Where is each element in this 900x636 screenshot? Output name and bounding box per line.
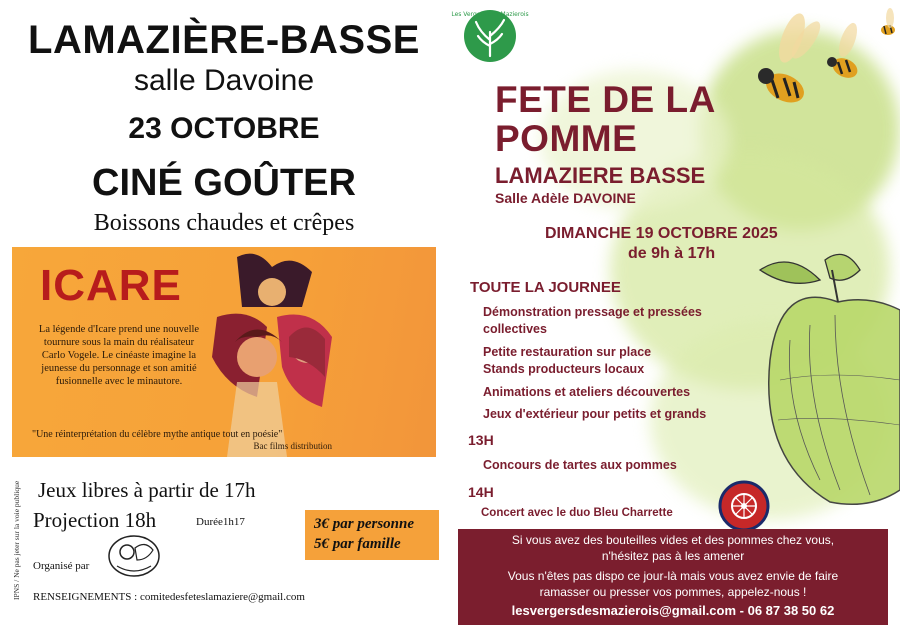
film-credit: Bac films distribution [253,441,332,451]
games-line: Jeux libres à partir de 17h [38,478,256,502]
association-logo-label: Les Vergers des Mazierois [451,11,529,18]
price-box [305,510,439,560]
fete-hours: de 9h à 17h [628,245,716,262]
all-day-heading: TOUTE LA JOURNEE [470,279,621,296]
event-date: 23 OCTOBRE [128,112,320,145]
fete-hall: Salle Adèle DAVOINE [495,190,636,206]
panel-line: Vous n'êtes pas dispo ce jour-là mais vous avez envie de faire [507,569,839,583]
price-per-family: 5€ par famille [314,536,401,552]
panel-line: Si vous avez des bouteilles vides et des pommes chez vous, [511,533,835,547]
fete-date: DIMANCHE 19 OCTOBRE 2025 [545,225,778,242]
ipns-text: IPNS / Ne pas jeter sur la voie publique [12,480,21,600]
film-quote: "Une réinterprétation du célèbre mythe antique tout en poésie" [32,429,283,440]
panel-line: ramasser ou presser vos pommes, appelez-nous ! [539,585,807,599]
activity-item: Jeux d'extérieur pour petits et grands [483,407,707,421]
organised-by-label: Organisé par [33,560,90,572]
activity-item: collectives [483,322,547,336]
event-title: CINÉ GOÛTER [92,162,356,204]
fete-town: LAMAZIERE BASSE [495,163,706,188]
activity-item: Démonstration pressage et pressées [483,305,702,319]
bees-illustration-icon [740,0,900,120]
time-13h: 13H [468,432,494,448]
panel-line: n'hésitez pas à les amener [601,549,745,563]
town-heading: LAMAZIÈRE-BASSE [28,18,420,62]
association-logo-icon [451,6,529,74]
tart-contest: Concours de tartes aux pommes [483,458,677,472]
film-banner [12,247,436,457]
activity-item: Animations et ateliers découvertes [483,385,691,399]
venue-subheading: salle Davoine [133,64,315,97]
bleu-charrette-logo-icon [718,480,770,532]
film-poster-illustration-icon [197,247,347,457]
ipns-notice [10,470,22,600]
film-description: La légende d'Icare prend une nouvelle tournure sous la main du réalisateur Carlo Vogele. Le cinéaste imagine la jeunesse du personnage et son amitié fusionnelle avec le minautore. [38,324,200,387]
activity-item: Petite restauration sur place [483,345,652,359]
film-title: ICARE [40,261,182,310]
duration-text: Durée1h17 [196,516,245,528]
activity-item: Stands producteurs locaux [483,362,645,376]
price-per-person: 3€ par personne [314,516,415,532]
drinks-line: Boissons chaudes et crêpes [93,210,355,236]
concert-line: Concert avec le duo Bleu Charrette [481,507,673,519]
committee-logo-icon [105,530,163,580]
fete-title-line1: FETE DE LA [495,79,716,120]
fete-de-la-pomme-flyer [450,0,900,636]
screening-line: Projection 18h [33,508,157,532]
contact-line: RENSEIGNEMENTS : comitedesfeteslamaziere@gmail.com [33,591,305,603]
time-14h: 14H [468,484,494,500]
fete-title-line2: POMME [495,118,638,159]
panel-contact: lesvergersdesmazierois@gmail.com - 06 87 38 50 62 [511,603,835,618]
info-panel [458,529,888,625]
apple-drawing-icon [750,240,900,510]
